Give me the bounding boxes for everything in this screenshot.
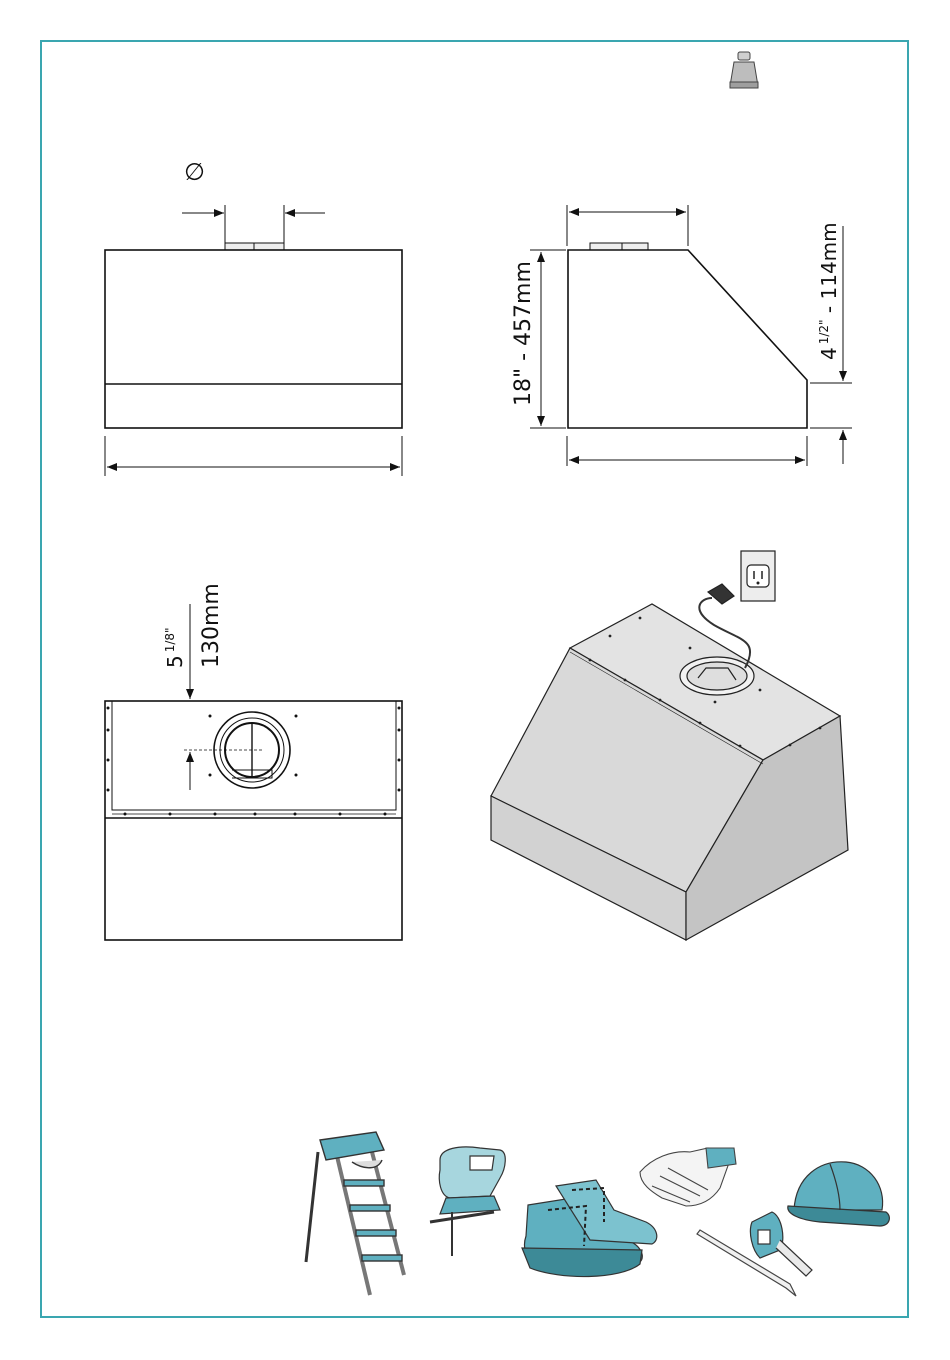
outlet-icon xyxy=(741,551,775,601)
gloves-icon xyxy=(640,1148,736,1206)
boots-icon xyxy=(522,1180,657,1277)
ladder-icon xyxy=(306,1132,404,1295)
hard-hat-icon xyxy=(788,1162,890,1226)
bottom-view xyxy=(105,604,402,940)
weight-icon xyxy=(730,52,758,88)
side-front-lip-label: $4^{1/2"} - 114mm$ xyxy=(817,222,841,360)
side-hood-profile xyxy=(568,250,807,428)
jigsaw-icon xyxy=(430,1147,505,1256)
isometric-hood xyxy=(491,584,848,940)
duct-diameter-symbol: ∅ xyxy=(184,158,205,186)
front-view xyxy=(105,158,402,476)
power-plug xyxy=(708,584,734,604)
side-height-label: 18" - 457mm xyxy=(511,261,536,406)
front-hood-body xyxy=(105,250,402,428)
bottom-offset-inches: $5^{1/8"}$ xyxy=(163,627,187,668)
side-view xyxy=(530,205,852,466)
bottom-offset-mm: 130mm xyxy=(199,583,224,668)
